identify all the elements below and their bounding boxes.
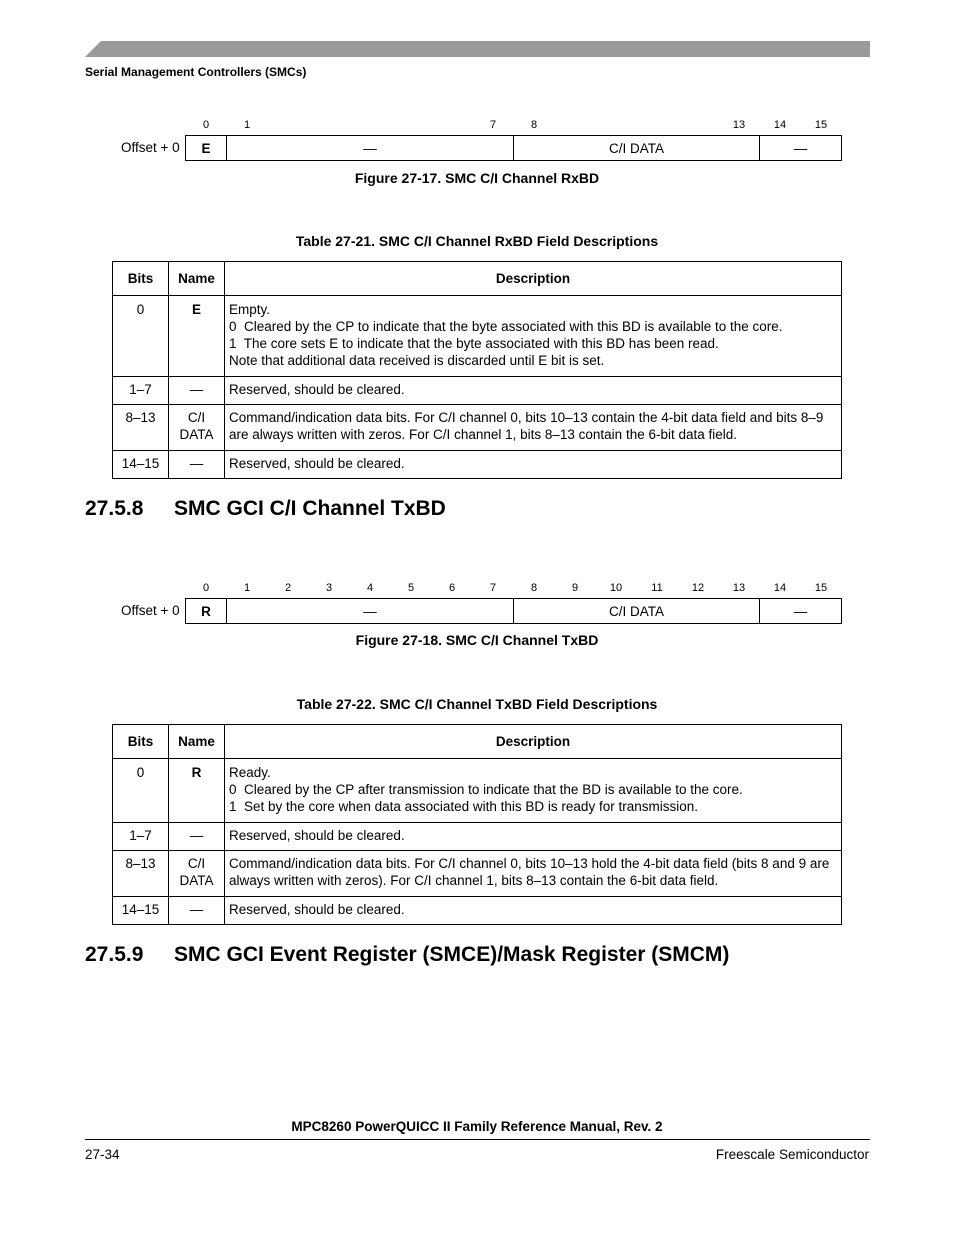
cell-bits: 0	[113, 759, 169, 823]
bit-number: 3	[325, 582, 333, 594]
bit-number: 1	[243, 119, 251, 131]
bit-number: 15	[814, 119, 828, 131]
table-row	[113, 296, 842, 377]
table-row	[113, 759, 842, 823]
cell-name: —	[169, 897, 225, 925]
header-bar	[85, 41, 870, 57]
bit-number: 13	[732, 582, 746, 594]
bit-number: 9	[571, 582, 579, 594]
field-ci-data: C/I DATA	[514, 599, 760, 623]
section-heading	[85, 497, 446, 521]
table-row	[113, 377, 842, 405]
cell-name: C/I DATA	[169, 851, 225, 897]
section-heading	[85, 943, 729, 967]
description-line: Note that additional data received is discarded until E bit is set.	[229, 353, 605, 368]
figure-caption: Figure 27-17. SMC C/I Channel RxBD	[354, 170, 600, 186]
cell-bits: 8–13	[113, 405, 169, 451]
bit-number: 8	[530, 119, 538, 131]
figure-caption: Figure 27-18. SMC C/I Channel TxBD	[355, 632, 599, 648]
bit-number: 1	[243, 582, 251, 594]
bit-number: 2	[284, 582, 292, 594]
bit-number: 0	[202, 582, 210, 594]
cell-description: Reserved, should be cleared.	[225, 897, 842, 925]
field-reserved: —	[793, 140, 808, 156]
company-name: Freescale Semiconductor	[715, 1147, 869, 1162]
cell-bits: 0	[113, 296, 169, 377]
bit-number: 12	[691, 582, 705, 594]
cell-description: Command/indication data bits. For C/I channel 0, bits 10–13 contain the 4-bit data field and bits 8–9 are always written with zeros. For C/I channel 1, bits 8–13 contain the 6-bit data field.	[225, 405, 842, 451]
section-title: SMC GCI C/I Channel TxBD	[174, 497, 446, 520]
section-number: 27.5.9	[85, 943, 144, 966]
column-header-bits: Bits	[113, 725, 169, 759]
page-number: 27-34	[85, 1147, 120, 1162]
bit-number: 14	[773, 582, 787, 594]
description-line: Empty.	[229, 302, 271, 317]
cell-bits: 14–15	[113, 897, 169, 925]
section-title: SMC GCI Event Register (SMCE)/Mask Register (SMCM)	[174, 943, 730, 966]
bit-number: 8	[530, 582, 538, 594]
bit-number: 5	[407, 582, 415, 594]
field-ci-data: C/I DATA	[514, 136, 760, 160]
description-line: 1 Set by the core when data associated with this BD is ready for transmission.	[229, 799, 698, 814]
description-line: 0 Cleared by the CP to indicate that the byte associated with this BD is available to the core.	[229, 319, 783, 334]
cell-name: —	[169, 823, 225, 851]
table-row	[113, 405, 842, 451]
footer-manual-title: MPC8260 PowerQUICC II Family Reference Manual, Rev. 2	[291, 1119, 663, 1134]
cell-description: Command/indication data bits. For C/I channel 0, bits 10–13 hold the 4-bit data field (bits 8 and 9 are always written with zeros). For C/I channel 1, bits 8–13 contain the 6-bit data field.	[225, 851, 842, 897]
field-e: E	[186, 136, 227, 160]
table-27-21	[112, 261, 842, 479]
table-header-row	[113, 262, 842, 296]
cell-name: C/I DATA	[169, 405, 225, 451]
field-reserved: —	[227, 599, 514, 623]
bit-number: 13	[732, 119, 746, 131]
table-27-22	[112, 724, 842, 925]
table-title: Table 27-21. SMC C/I Channel RxBD Field Descriptions	[295, 233, 659, 249]
cell-bits: 1–7	[113, 823, 169, 851]
offset-label: Offset + 0	[121, 603, 180, 618]
table-row	[113, 897, 842, 925]
running-header: Serial Management Controllers (SMCs)	[85, 65, 307, 79]
column-header-bits: Bits	[113, 262, 169, 296]
footer-divider	[85, 1139, 870, 1140]
bit-number: 11	[651, 582, 663, 594]
bit-number: 14	[773, 119, 787, 131]
cell-name: —	[169, 451, 225, 479]
table-row	[113, 451, 842, 479]
column-header-name: Name	[169, 262, 225, 296]
cell-bits: 8–13	[113, 851, 169, 897]
description-line: 0 Cleared by the CP after transmission to indicate that the BD is available to the core.	[229, 782, 743, 797]
offset-label: Offset + 0	[121, 140, 180, 155]
bit-number: 7	[489, 119, 497, 131]
bit-number: 7	[489, 582, 497, 594]
description-line: 1 The core sets E to indicate that the byte associated with this BD has been read.	[229, 336, 719, 351]
cell-description	[225, 296, 842, 377]
description-line: Ready.	[229, 765, 271, 780]
cell-bits: 14–15	[113, 451, 169, 479]
bit-number: 6	[448, 582, 456, 594]
column-header-description: Description	[225, 725, 842, 759]
column-header-description: Description	[225, 262, 842, 296]
cell-name: R	[169, 759, 225, 823]
section-number: 27.5.8	[85, 497, 144, 520]
cell-name: —	[169, 377, 225, 405]
cell-name: E	[169, 296, 225, 377]
table-header-row	[113, 725, 842, 759]
column-header-name: Name	[169, 725, 225, 759]
table-row	[113, 851, 842, 897]
cell-description: Reserved, should be cleared.	[225, 451, 842, 479]
cell-bits: 1–7	[113, 377, 169, 405]
bit-number: 15	[814, 582, 828, 594]
table-title: Table 27-22. SMC C/I Channel TxBD Field Descriptions	[296, 696, 658, 712]
bit-number: 4	[366, 582, 374, 594]
cell-description: Reserved, should be cleared.	[225, 823, 842, 851]
cell-description	[225, 759, 842, 823]
bit-number: 10	[609, 582, 623, 594]
field-r: R	[186, 599, 227, 623]
field-reserved: —	[227, 136, 514, 160]
register-diagram-rxbd	[185, 135, 842, 161]
bit-number: 0	[202, 119, 210, 131]
cell-description: Reserved, should be cleared.	[225, 377, 842, 405]
field-reserved: —	[793, 603, 808, 619]
register-diagram-txbd	[185, 598, 842, 624]
table-row	[113, 823, 842, 851]
